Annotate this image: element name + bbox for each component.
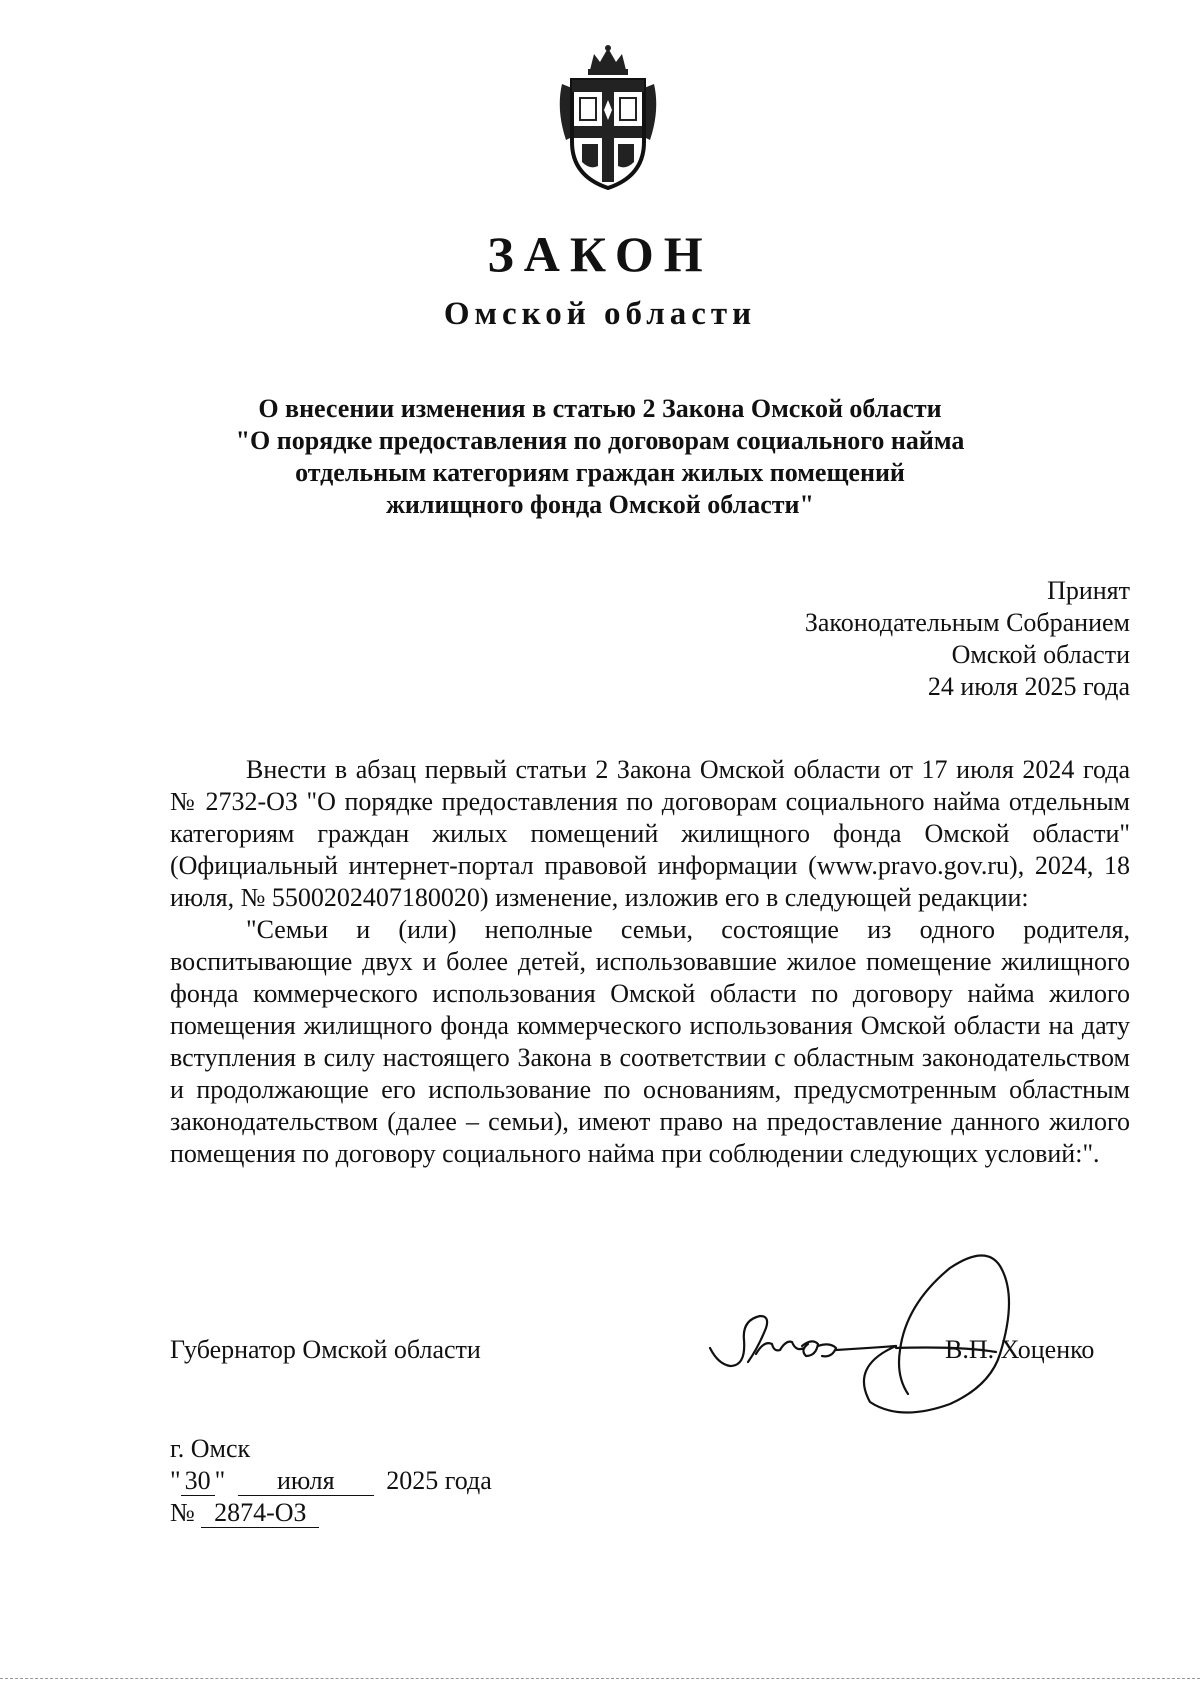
adoption-date: 24 июля 2025 года	[927, 672, 1130, 701]
law-name-line: "О порядке предоставления по договорам социального найма	[235, 426, 965, 455]
date-year: 2025 года	[386, 1466, 492, 1495]
handwritten-signature	[700, 1216, 1060, 1416]
law-name-line: жилищного фонда Омской области"	[386, 490, 814, 519]
document-subtitle: Омской области	[443, 296, 757, 332]
law-name-heading	[170, 393, 1030, 521]
body-paragraph: Внести в абзац первый статьи 2 Закона Омской области от 17 июля 2024 года № 2732-ОЗ "О порядке предоставления по договорам социального найма отдельным категориям граждан жилых помещений жилищного фонда Омской области" (Официальный интернет-портал правовой информации (www.pravo.gov.ru), 2024, 18 июля, № 5500202407180020) изменение, изложив его в следующей редакции:	[170, 755, 1130, 912]
adoption-block	[805, 575, 1130, 703]
adoption-line: Законодательным Собранием	[804, 608, 1130, 637]
law-body	[170, 754, 1130, 1170]
date-month: июля	[238, 1467, 374, 1496]
law-name-line: О внесении изменения в статью 2 Закона Омской области	[258, 394, 942, 423]
date-quote-open: "	[170, 1466, 181, 1495]
signatory-name: В.П. Хоценко	[945, 1335, 1095, 1364]
number-sign: №	[170, 1498, 195, 1527]
body-paragraph-quoted: "Семьи и (или) неполные семьи, состоящие из одного родителя, воспитывающие двух и более детей, использовавшие жилое помещение жилищного фонда коммерческого использования Омской области по договору найма жилого помещения жилищного фонда коммерческого использования Омской области на дату вступления в силу настоящего Закона в соответствии с областным законодательством и продолжающие его использование по основаниям, предусмотренным областным законодательством (далее – семьи), имеют право на предоставление данного жилого помещения по договору социального найма при соблюдении следующих условий:".	[170, 915, 1130, 1168]
footer-date	[170, 1465, 492, 1497]
footer-city: г. Омск	[170, 1434, 251, 1463]
law-number: 2874-ОЗ	[201, 1499, 319, 1528]
document-footer	[170, 1433, 492, 1529]
law-name-line: отдельным категориям граждан жилых помещений	[295, 458, 905, 487]
adoption-line: Принят	[1047, 576, 1130, 605]
adoption-line: Омской области	[951, 640, 1130, 669]
document-title: ЗАКОН	[487, 226, 713, 282]
footer-number	[170, 1497, 492, 1529]
omsk-coat-of-arms-emblem	[548, 40, 668, 192]
scan-bottom-edge	[0, 1678, 1200, 1679]
date-day: 30	[181, 1467, 215, 1496]
date-quote-close: "	[214, 1466, 226, 1495]
signatory-position: Губернатор Омской области	[170, 1335, 481, 1364]
